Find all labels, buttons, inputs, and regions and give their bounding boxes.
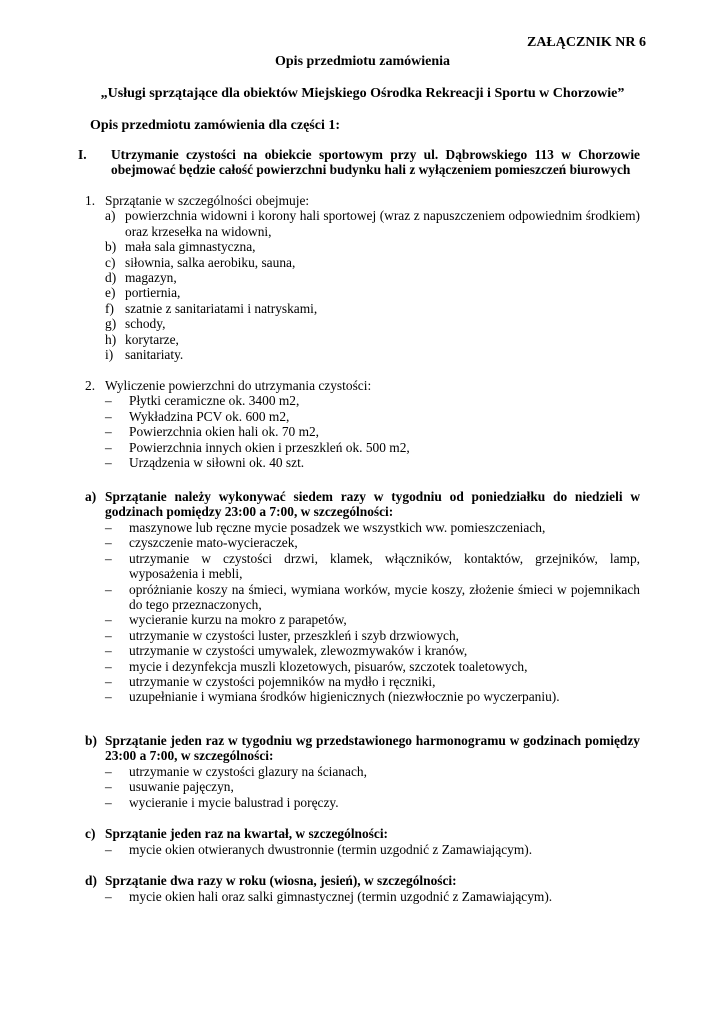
dash-marker: – [105,535,112,551]
dash-marker: – [105,581,112,597]
section-1-number: 1. [85,193,96,208]
list-item [105,455,640,470]
section-i-number: I. [78,147,87,162]
list-item [105,842,640,857]
section-b-list [105,764,640,810]
list-item-text: czyszczenie mato-wycieraczek, [129,535,298,551]
list-item [105,520,640,535]
section-i-text: Utrzymanie czystości na obiekcie sportowym przy ul. Dąbrowskiego 113 w Chorzowie obejmować będzie całość powierzchni budynku hali z wyłączeniem pomieszczeń biurowych [111,147,640,178]
section-d-list [105,889,640,904]
document-subject: „Usługi sprzątające dla obiektów Miejskiego Ośrodka Rekreacji i Sportu w Chorzowie” [100,86,625,101]
section-b [85,733,640,764]
part-heading: Opis przedmiotu zamówienia dla części 1: [90,118,341,133]
list-item [105,347,640,362]
dash-marker: – [105,842,112,857]
dash-marker: – [105,643,112,659]
list-item [105,764,640,779]
list-item-letter: g) [105,316,117,332]
list-item-text: wycieranie i mycie balustrad i poręczy. [129,794,339,810]
list-item [105,270,640,285]
list-item [105,208,640,239]
list-item-text: siłownia, salka aerobiku, sauna, [125,254,296,270]
list-item [105,393,640,408]
section-a-number: a) [85,489,97,504]
list-item-text: Powierzchnia innych okien i przeszkleń ok. 500 m2, [129,439,410,455]
section-a [85,489,640,520]
list-item [105,316,640,331]
list-item-letter: a) [105,208,116,224]
list-item-text: Wykładzina PCV ok. 600 m2, [129,408,290,424]
list-item-text: szatnie z sanitariatami i natryskami, [125,300,318,316]
list-item [105,643,640,658]
list-item [105,689,640,704]
list-item [105,779,640,794]
section-2-heading: Wyliczenie powierzchni do utrzymania czystości: [105,378,372,393]
list-item [105,612,640,627]
list-item [105,301,640,316]
section-2-number: 2. [85,378,96,393]
list-item-text: opróżnianie koszy na śmieci, wymiana worków, mycie koszy, złożenie śmieci w pojemnikach do tego przeznaczonych, [129,581,640,613]
list-item-letter: f) [105,300,114,316]
section-c [85,826,640,841]
list-item-letter: e) [105,285,116,301]
list-item-text: utrzymanie w czystości pojemników na mydło i ręczniki, [129,674,436,690]
list-item-letter: h) [105,331,117,347]
list-item-text: mała sala gimnastyczna, [125,239,256,255]
list-item [105,409,640,424]
list-item-text: portiernia, [125,285,181,301]
section-1-heading: Sprzątanie w szczególności obejmuje: [105,193,310,208]
dash-marker: – [105,612,112,628]
dash-marker: – [105,689,112,705]
list-item-text: wycieranie kurzu na mokro z parapetów, [129,612,347,628]
list-item-text: Płytki ceramiczne ok. 3400 m2, [129,393,300,409]
list-item-text: mycie okien otwieranych dwustronnie (termin uzgodnić z Zamawiającym). [129,842,533,857]
section-i [78,147,640,178]
section-c-heading: Sprzątanie jeden raz na kwartał, w szczególności: [105,826,389,841]
list-item-letter: b) [105,239,117,255]
dash-marker: – [105,627,112,643]
dash-marker: – [105,764,112,779]
list-item [105,285,640,300]
section-a-items [85,520,640,705]
section-2 [85,378,640,470]
dash-marker: – [105,674,112,690]
dash-marker: – [105,550,112,566]
section-b-items [85,764,640,810]
list-item-text: uzupełnianie i wymiana środków higienicznych (niezwłocznie po wyczerpaniu). [129,689,560,705]
section-a-heading: Sprzątanie należy wykonywać siedem razy w tygodniu od poniedziałku do niedzieli w godzinach pomiędzy 23:00 a 7:00, w szczególności: [105,489,640,520]
list-item [105,659,640,674]
list-item [105,440,640,455]
section-1 [85,193,640,362]
section-d [85,873,640,888]
list-item [105,424,640,439]
section-c-items [85,842,640,857]
list-item-text: magazyn, [125,270,177,286]
section-b-heading: Sprzątanie jeden raz w tygodniu wg przedstawionego harmonogramu w godzinach pomiędzy 23:00 a 7:00, w szczególności: [105,733,640,764]
section-d-number: d) [85,873,97,888]
list-item [105,889,640,904]
list-item-letter: i) [105,347,114,363]
list-item-text: korytarze, [125,331,179,347]
list-item [105,674,640,689]
list-item-text: maszynowe lub ręczne mycie posadzek we wszystkich ww. pomieszczeniach, [129,520,546,535]
dash-marker: – [105,520,112,535]
attachment-label: ZAŁĄCZNIK NR 6 [526,35,646,50]
section-c-number: c) [85,826,96,841]
dash-marker: – [105,439,112,455]
list-item-text: utrzymanie w czystości drzwi, klamek, włączników, kontaktów, grzejników, lamp, wyposażenia i mebli, [129,550,640,582]
list-item-text: usuwanie pajęczyn, [129,779,234,795]
list-item-text: utrzymanie w czystości luster, przeszkleń i szyb drzwiowych, [129,627,460,643]
list-item [105,255,640,270]
list-item-letter: d) [105,270,117,286]
list-item [105,239,640,254]
list-item-letter: c) [105,254,116,270]
section-1-list [105,208,640,362]
list-item [105,332,640,347]
list-item-text: schody, [125,316,166,332]
list-item-text: powierzchnia widowni i korony hali sportowej (wraz z napuszczeniem odpowiednim środkiem) oraz krzesełka na widowni, [125,208,640,239]
list-item-text: mycie okien hali oraz salki gimnastycznej (termin uzgodnić z Zamawiającym). [129,889,553,904]
list-item-text: mycie i dezynfekcja muszli klozetowych, pisuarów, szczotek toaletowych, [129,658,528,674]
document-title: Opis przedmiotu zamówienia [275,54,450,69]
list-item [105,795,640,810]
list-item [105,535,640,550]
dash-marker: – [105,889,112,904]
list-item-text: Urządzenia w siłowni ok. 40 szt. [129,455,305,471]
dash-marker: – [105,408,112,424]
dash-marker: – [105,393,112,409]
section-d-items [85,889,640,904]
section-b-number: b) [85,733,97,748]
section-2-list [105,393,640,470]
list-item-text: utrzymanie w czystości glazury na ścianach, [129,764,367,779]
list-item [105,628,640,643]
section-d-heading: Sprzątanie dwa razy w roku (wiosna, jesień), w szczególności: [105,873,457,888]
list-item [105,551,640,582]
list-item-text: utrzymanie w czystości umywalek, zlewozmywaków i kranów, [129,643,468,659]
list-item-text: Powierzchnia okien hali ok. 70 m2, [129,424,320,440]
dash-marker: – [105,794,112,810]
dash-marker: – [105,779,112,795]
dash-marker: – [105,424,112,440]
list-item-text: sanitariaty. [125,347,184,363]
dash-marker: – [105,455,112,471]
section-c-list [105,842,640,857]
dash-marker: – [105,658,112,674]
section-a-list [105,520,640,705]
list-item [105,582,640,613]
